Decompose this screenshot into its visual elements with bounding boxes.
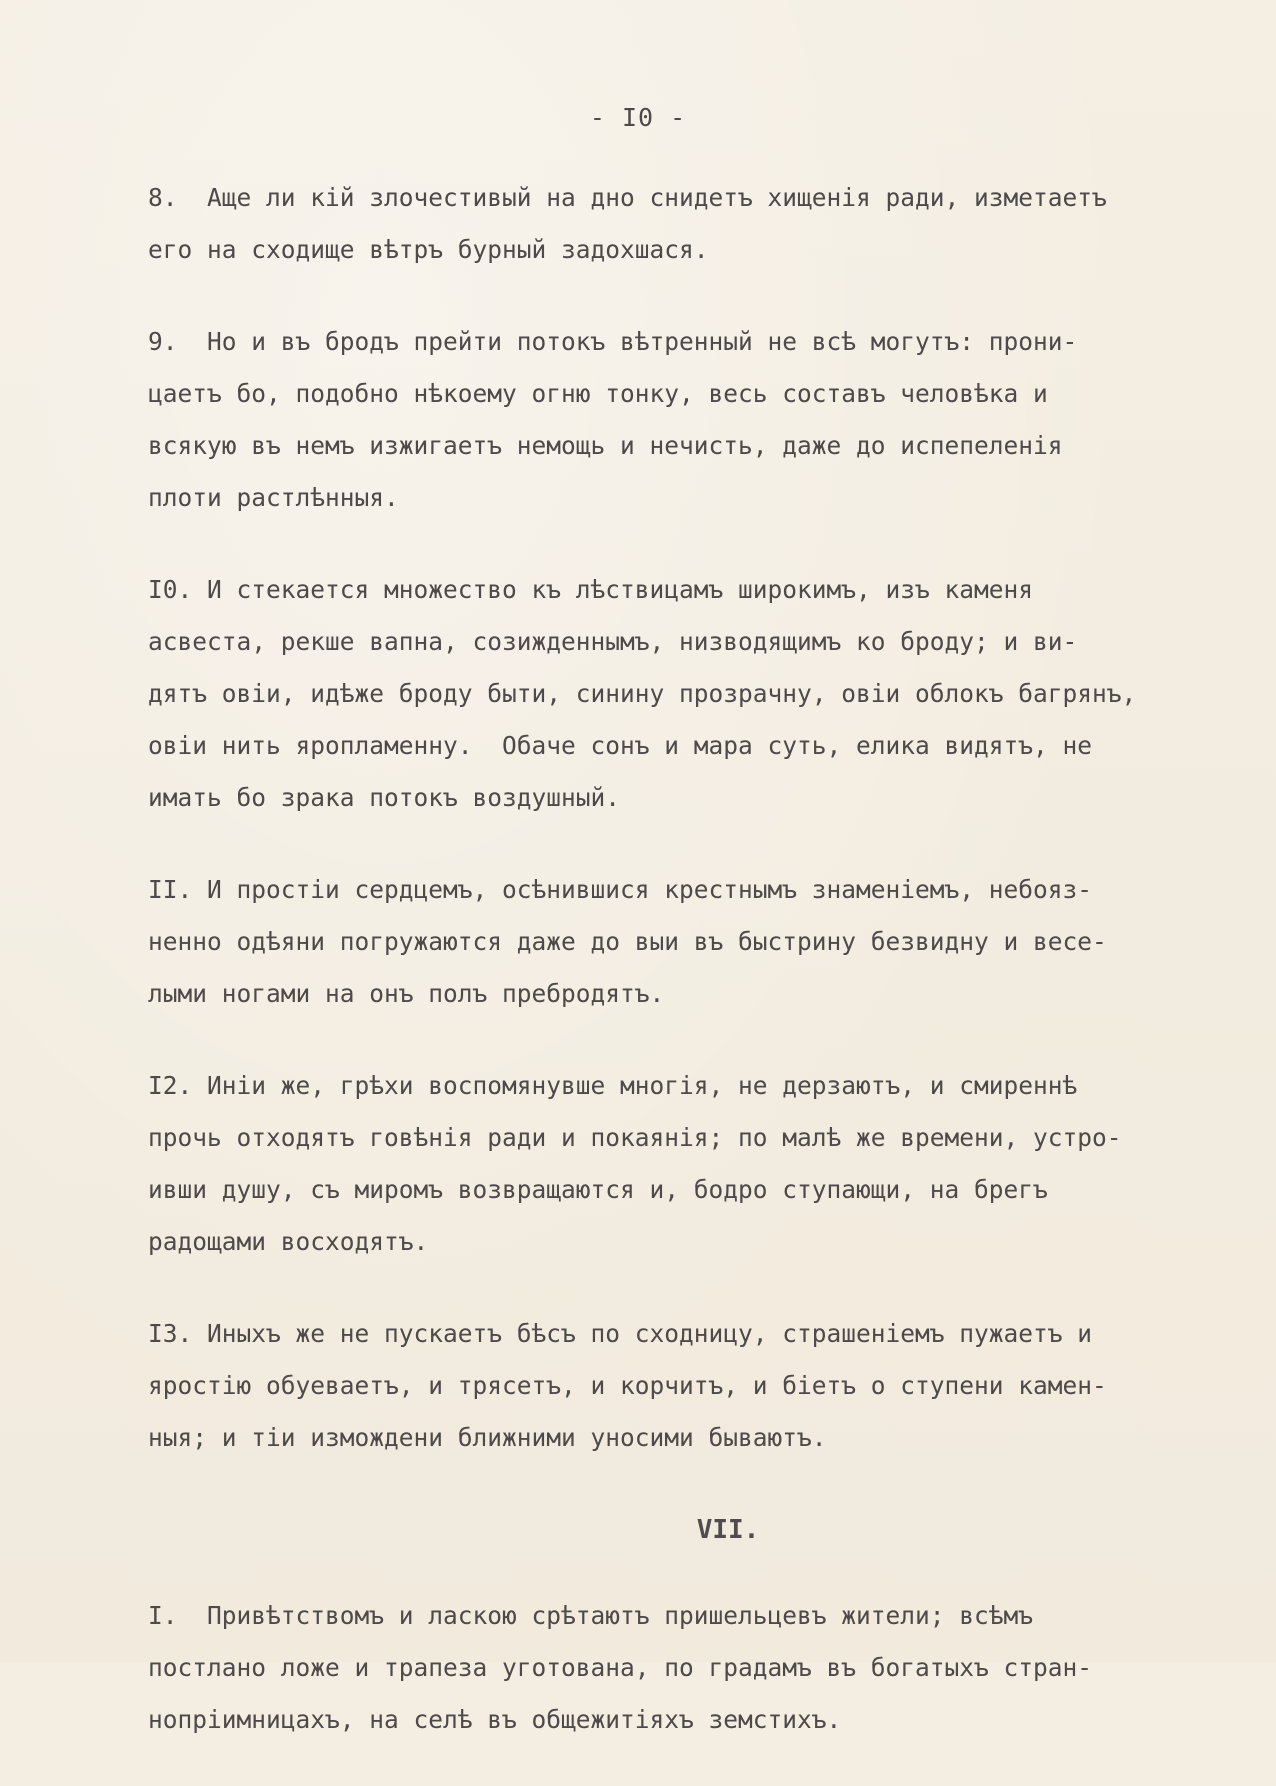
section-heading: VII. [696, 1515, 760, 1545]
text-line: радощами восходятъ. [148, 1227, 429, 1256]
text-line: ненно одѣяни погружаются даже до выи въ быстрину безвидну и весе- [148, 927, 1107, 956]
page-number: - I0 - [589, 103, 687, 132]
text-line: 8. Аще ли кій злочестивый на дно снидетъ хищенія ради, изметаетъ [148, 183, 1107, 212]
text-line: ивши душу, съ миромъ возвращаются и, бодро ступающи, на брегъ [148, 1175, 1048, 1204]
paragraph [148, 564, 1258, 824]
text-line: I0. И стекается множество къ лѣствицамъ широкимъ, изъ каменя [148, 575, 1034, 604]
text-line: постлано ложе и трапеза уготована, по градамъ въ богатыхъ стран- [148, 1653, 1093, 1682]
document-body [148, 172, 1258, 1786]
text-line: I. Привѣтствомъ и ласкою срѣтаютъ пришельцевъ жители; всѣмъ [148, 1601, 1034, 1630]
paragraph [148, 1308, 1258, 1464]
text-line: его на сходище вѣтръ бурный задохшася. [148, 235, 709, 264]
text-line: цаетъ бо, подобно нѣкоему огню тонку, весь составъ человѣка и [148, 379, 1048, 408]
text-line: яростію обуеваетъ, и трясетъ, и корчитъ, и біетъ о ступени камен- [148, 1371, 1107, 1400]
text-line: дятъ овіи, идѣже броду быти, синину прозрачну, овіи облокъ багрянъ, [148, 679, 1137, 708]
text-line: плоти растлѣнныя. [148, 483, 399, 512]
text-line: прочь отходятъ говѣнія ради и покаянія; по малѣ же времени, устро- [148, 1123, 1122, 1152]
text-line: 9. Но и въ бродъ прейти потокъ вѣтренный не всѣ могутъ: прони- [148, 327, 1078, 356]
text-line: овіи нить яропламенну. Обаче сонъ и мара суть, елика видятъ, не [148, 731, 1093, 760]
text-line: I2. Иніи же, грѣхи воспомянувше многія, не дерзаютъ, и смиреннѣ [148, 1071, 1078, 1100]
text-line: имать бо зрака потокъ воздушный. [148, 783, 621, 812]
text-line: всякую въ немъ изжигаетъ немощь и нечисть, даже до испепеленія [148, 431, 1063, 460]
paragraph [148, 1060, 1258, 1268]
text-line: II. И простіи сердцемъ, осѣнившися крестнымъ знаменіемъ, небояз- [148, 875, 1093, 904]
paragraph [148, 172, 1258, 276]
paragraph [148, 864, 1258, 1020]
text-line: асвеста, рекше вапна, созижденнымъ, низводящимъ ко броду; и ви- [148, 627, 1078, 656]
text-line: лыми ногами на онъ полъ пребродятъ. [148, 979, 665, 1008]
paragraph [148, 1590, 1258, 1746]
paragraph [148, 316, 1258, 524]
text-line: I3. Иныхъ же не пускаетъ бѣсъ по сходницу, страшеніемъ пужаетъ и [148, 1319, 1093, 1348]
section-paragraph-list [148, 1590, 1258, 1746]
paragraph-list [148, 172, 1258, 1464]
text-line: ныя; и тіи измождени ближними уносими бываютъ. [148, 1423, 827, 1452]
text-line: нопріимницахъ, на селѣ въ общежитіяхъ земстихъ. [148, 1705, 842, 1734]
